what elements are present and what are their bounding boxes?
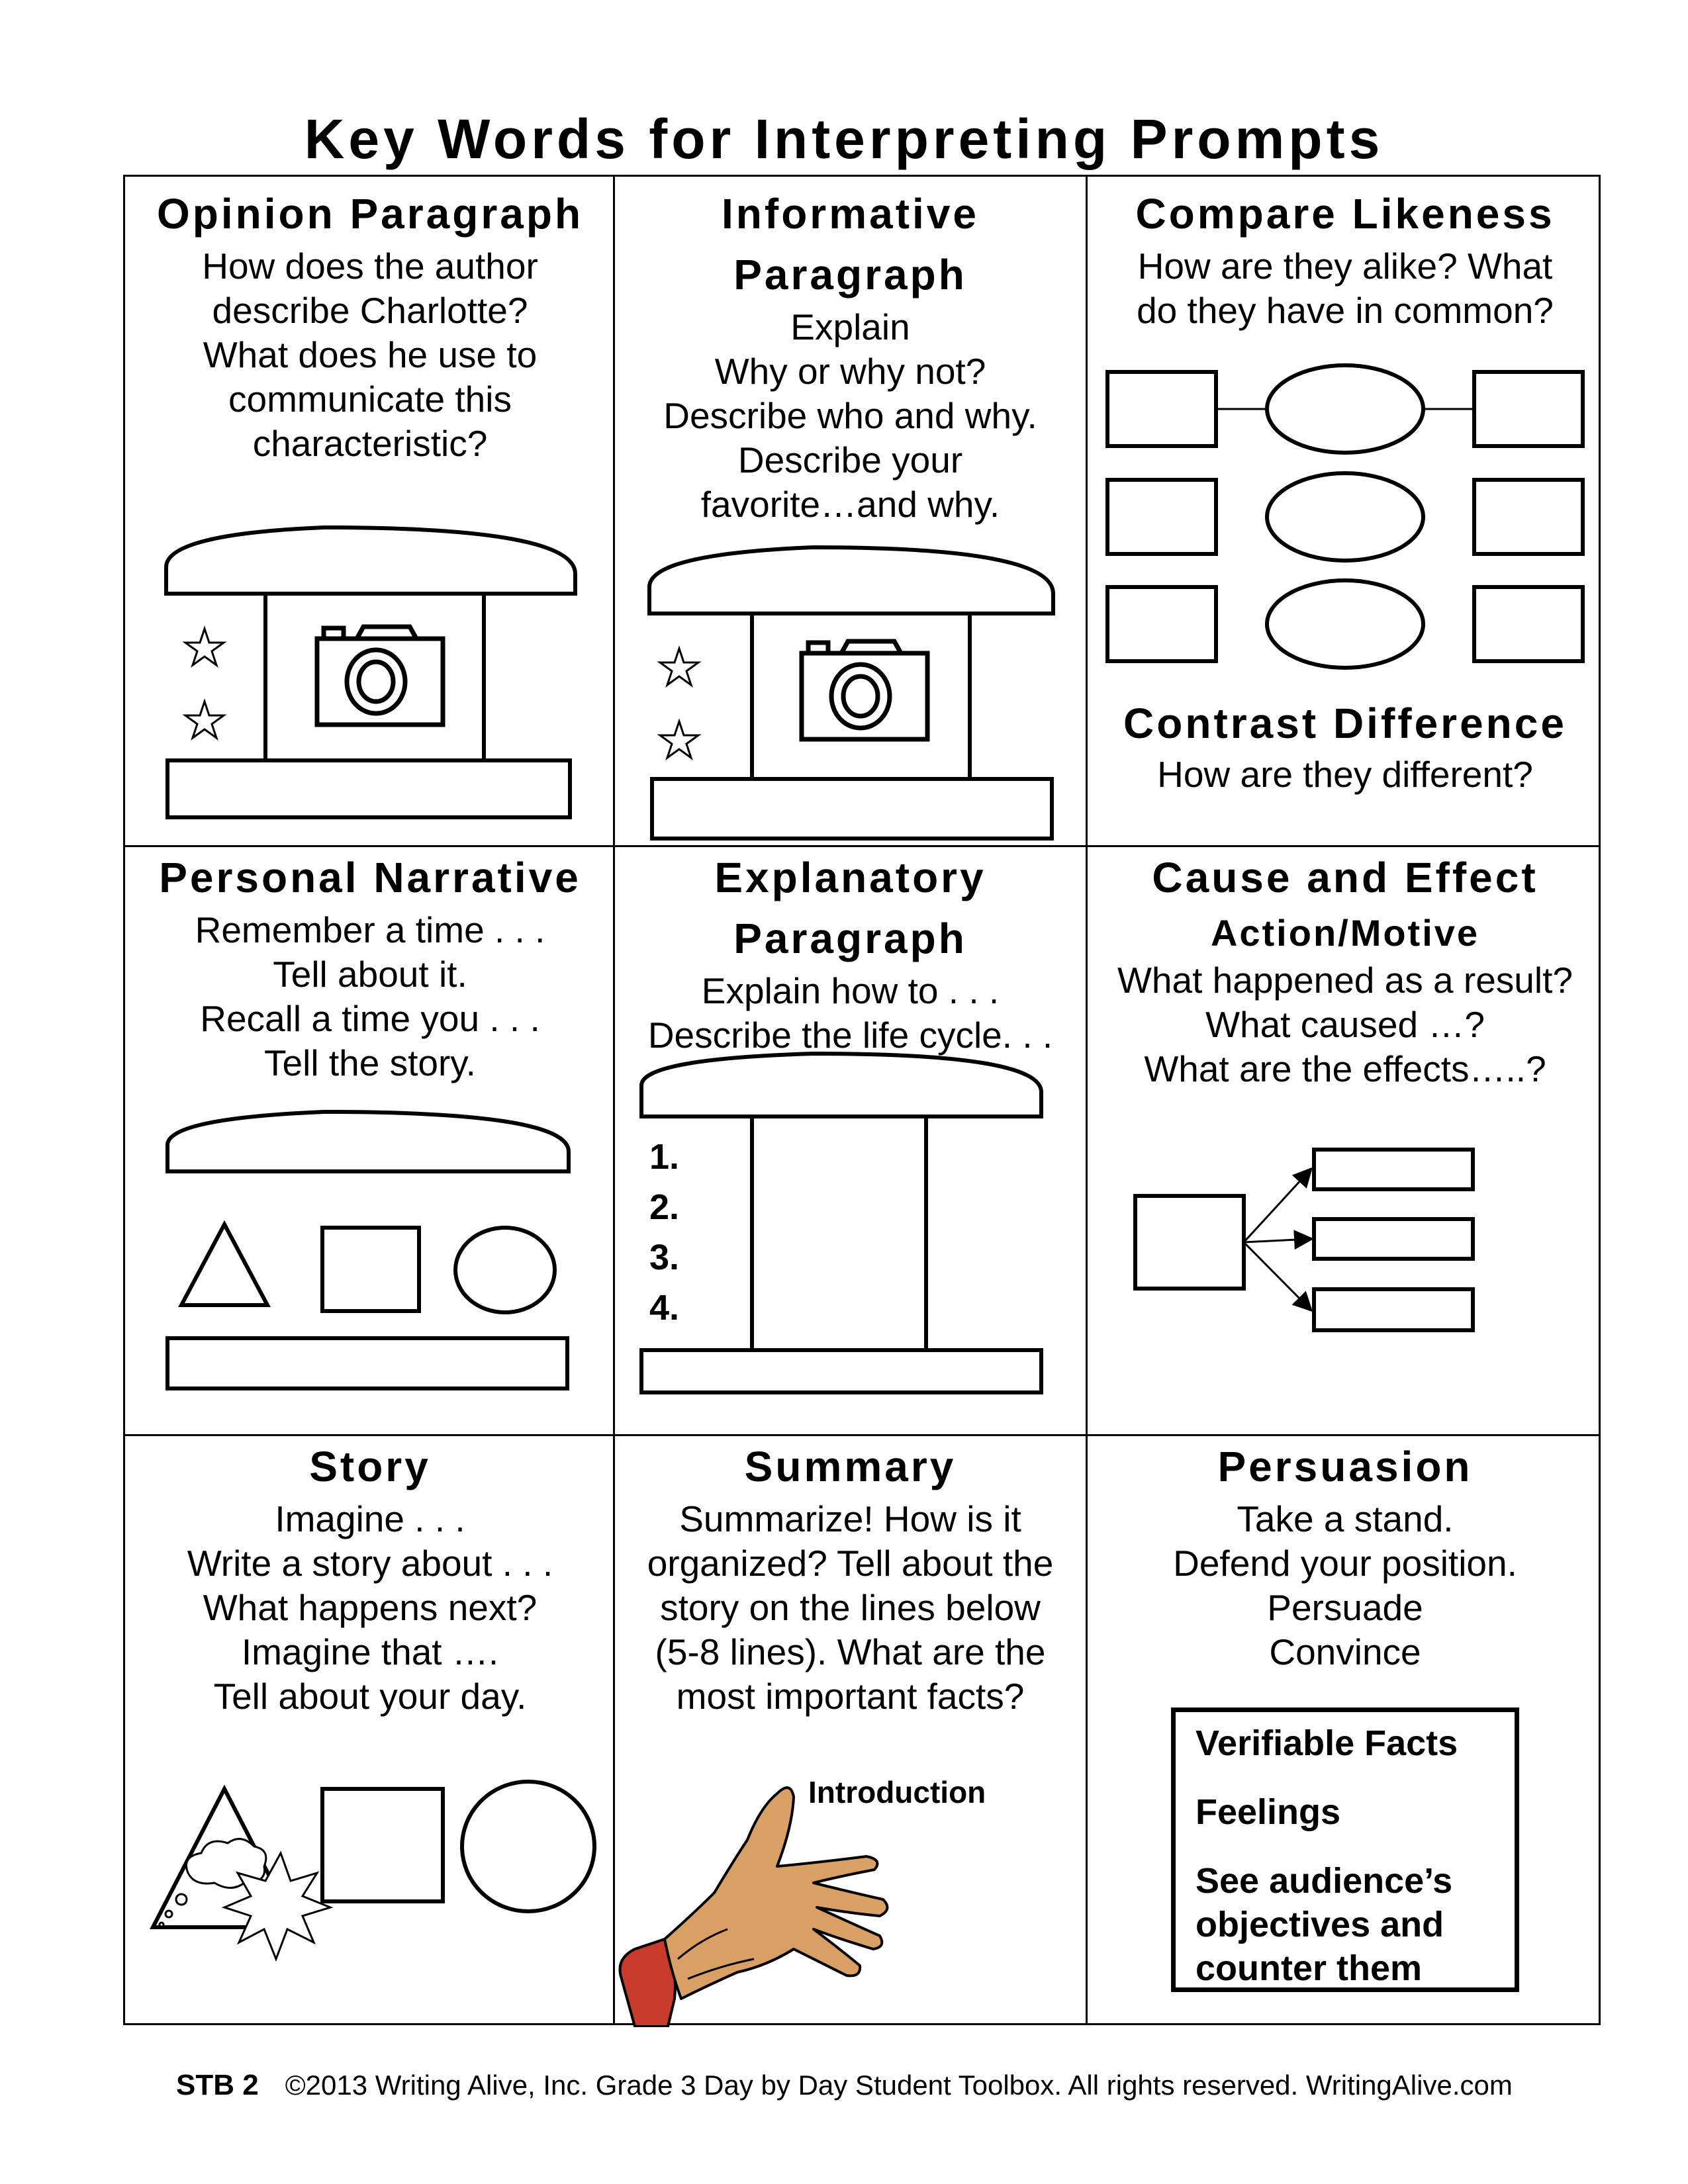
cell-subheading: Action/Motive <box>1210 912 1480 954</box>
paragraph-organizer-diagram <box>615 177 1086 845</box>
cell-story <box>125 1436 615 2027</box>
box-item: Verifiable Facts <box>1196 1723 1458 1763</box>
prompt-line: Take a stand. <box>1237 1498 1454 1539</box>
cell-persuasion <box>1088 1436 1603 2027</box>
prompt-line: most important facts? <box>676 1676 1025 1717</box>
hand-label: Introduction <box>808 1775 986 1809</box>
prompt-line: Remember a time . . . <box>195 909 545 950</box>
prompt-line: Convince <box>1269 1631 1421 1672</box>
footer-code: STB 2 <box>176 2069 259 2101</box>
prompt-line: Explain <box>790 306 910 347</box>
steps-organizer-diagram <box>615 847 1086 1434</box>
cell-informative-paragraph <box>615 177 1086 845</box>
prompt-line: How are they alike? What <box>1137 246 1553 287</box>
prompt-line: What happens next? <box>203 1587 538 1628</box>
prompt-line: Imagine . . . <box>275 1498 465 1539</box>
step-number: 1. <box>649 1137 680 1177</box>
circle-shape <box>455 1228 555 1312</box>
cell-heading: Personal Narrative <box>159 854 581 901</box>
story-shapes-diagram <box>125 1436 615 2027</box>
square-shape <box>322 1228 419 1311</box>
box-item: counter them <box>1196 1948 1423 1988</box>
footer-copyright: ©2013 Writing Alive, Inc. Grade 3 Day by Day Student Toolbox. All rights reserved. WritingAlive.com <box>285 2070 1513 2101</box>
prompt-line: Defend your position. <box>1173 1543 1517 1584</box>
prompt-line: (5-8 lines). What are the <box>655 1631 1046 1672</box>
cell-personal-narrative <box>125 847 615 1434</box>
step-number: 4. <box>649 1288 680 1328</box>
circle-shape <box>462 1782 594 1911</box>
paragraph-organizer-diagram <box>125 177 615 845</box>
box-item: See audience’s <box>1196 1861 1453 1901</box>
cell-explanatory-paragraph <box>615 847 1086 1434</box>
arrow-icon <box>1244 1170 1310 1309</box>
prompt-line: Persuade <box>1267 1587 1423 1628</box>
cell-heading: Cause and Effect <box>1152 854 1538 901</box>
prompt-line: Tell about it. <box>273 954 467 995</box>
prompt-line: Summarize! How is it <box>679 1498 1021 1539</box>
cell-heading: Opinion Paragraph <box>156 190 584 238</box>
cell-heading: Informative <box>722 190 979 238</box>
prompt-line: What caused …? <box>1205 1004 1485 1045</box>
page-title: Key Words for Interpreting Prompts <box>304 108 1384 170</box>
prompt-line: What does he use to <box>203 334 538 375</box>
cell-heading: Story <box>309 1443 431 1490</box>
square-shape <box>322 1789 443 1901</box>
triangle-shape <box>181 1224 267 1305</box>
cell-opinion-paragraph <box>125 177 615 845</box>
prompt-line: Describe who and why. <box>663 395 1037 436</box>
cell-heading: Paragraph <box>733 915 967 962</box>
prompt-line: What happened as a result? <box>1117 960 1573 1001</box>
box-item: objectives and <box>1196 1905 1444 1944</box>
cell-heading: Paragraph <box>733 251 967 298</box>
prompt-line: Tell about your day. <box>213 1676 527 1717</box>
cell-summary <box>615 1436 1086 2027</box>
prompt-line: favorite…and why. <box>700 484 1000 525</box>
prompt-line: do they have in common? <box>1137 290 1554 331</box>
cell-heading: Explanatory <box>714 854 986 901</box>
star-icon <box>660 649 698 758</box>
prompt-line: organized? Tell about the <box>647 1543 1054 1584</box>
prompt-line: What are the effects…..? <box>1144 1048 1546 1089</box>
prompt-line: Why or why not? <box>714 351 986 392</box>
prompt-line: describe Charlotte? <box>212 290 528 331</box>
step-number: 2. <box>649 1187 680 1227</box>
persuasion-box <box>1171 1707 1519 1992</box>
cell-heading: Summary <box>744 1443 957 1490</box>
prompt-line: Explain how to . . . <box>701 970 1000 1011</box>
prompt-line: communicate this <box>228 379 512 420</box>
cell-compare-contrast <box>1088 177 1603 845</box>
cell-heading: Persuasion <box>1217 1443 1473 1490</box>
prompt-line: Imagine that …. <box>241 1631 499 1672</box>
prompt-line: Tell the story. <box>264 1042 476 1083</box>
cell-heading: Contrast Difference <box>1123 700 1567 747</box>
cell-heading: Compare Likeness <box>1135 190 1555 238</box>
star-icon <box>185 629 224 738</box>
step-number: 3. <box>649 1238 680 1277</box>
box-item: Feelings <box>1196 1792 1341 1832</box>
prompt-line: How does the author <box>202 246 538 287</box>
prompt-line: Describe your <box>737 439 963 480</box>
prompt-line: characteristic? <box>252 423 488 464</box>
hand-icon <box>615 1436 1086 2027</box>
cell-cause-and-effect <box>1088 847 1603 1434</box>
camera-icon <box>317 627 443 725</box>
footer <box>176 2069 1513 2102</box>
cause-effect-diagram <box>1088 847 1603 1434</box>
prompt-line: Write a story about . . . <box>187 1543 553 1584</box>
prompt-line: How are they different? <box>1157 754 1533 795</box>
narrative-organizer-diagram <box>125 847 615 1434</box>
prompt-line: Recall a time you . . . <box>200 998 540 1039</box>
prompt-grid <box>123 175 1601 2025</box>
camera-icon <box>802 641 927 739</box>
prompt-line: Describe the life cycle. . . <box>647 1015 1053 1056</box>
prompt-line: story on the lines below <box>660 1587 1041 1628</box>
